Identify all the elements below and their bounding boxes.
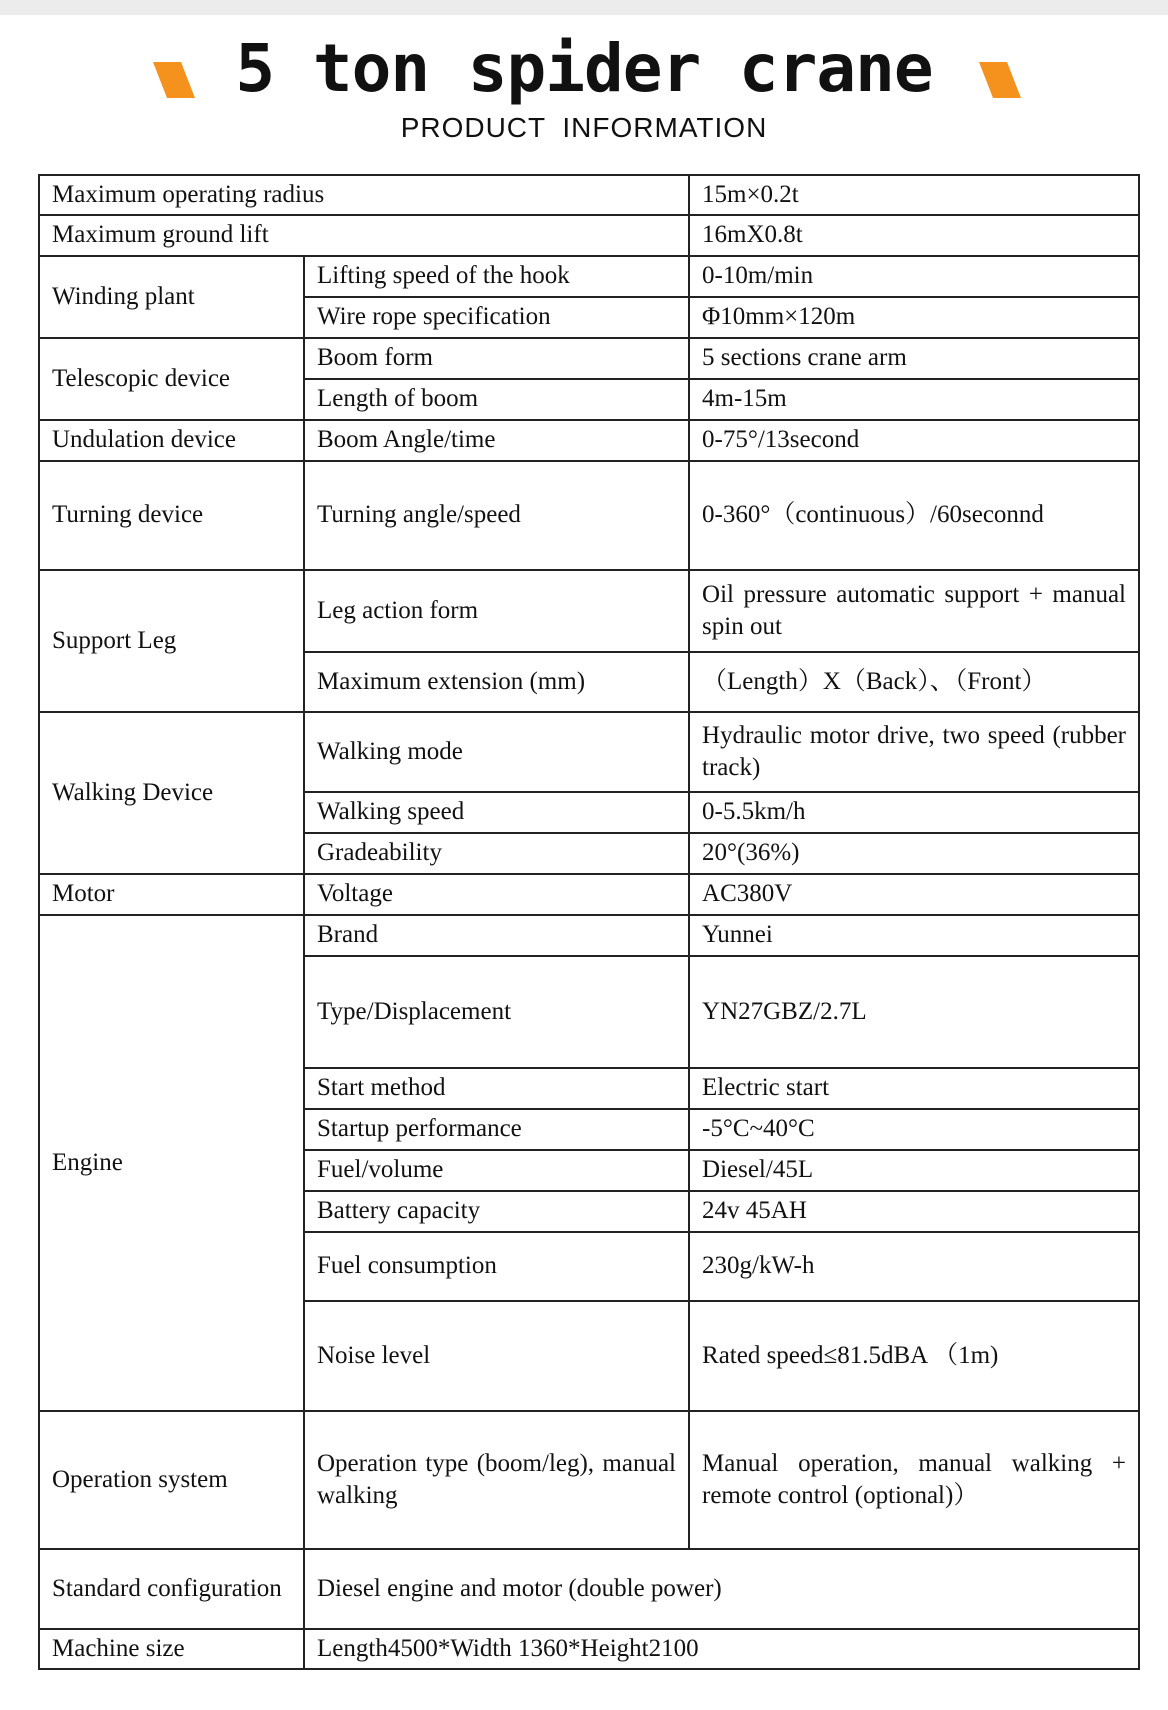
spec-category: Machine size: [39, 1629, 304, 1669]
spec-label: Start method: [304, 1068, 689, 1109]
spec-category: Undulation device: [39, 420, 304, 461]
spec-label: Battery capacity: [304, 1191, 689, 1232]
table-row: [39, 461, 1139, 570]
spec-value: Length4500*Width 1360*Height2100: [304, 1629, 1139, 1669]
spec-label: Maximum operating radius: [39, 175, 689, 215]
spec-table: [38, 174, 1140, 1670]
page-subtitle: PRODUCT INFORMATION: [400, 112, 768, 143]
spec-value: Hydraulic motor drive, two speed (rubber track): [689, 712, 1139, 792]
table-row: [39, 215, 1139, 256]
table-row: [39, 338, 1139, 379]
spec-label: Turning angle/speed: [304, 461, 689, 570]
table-row: [39, 420, 1139, 461]
spec-value: 0-360°（continuous）/60seconnd: [689, 461, 1139, 570]
spec-value: 0-10m/min: [689, 256, 1139, 297]
spec-label: Gradeability: [304, 833, 689, 874]
spec-value: AC380V: [689, 874, 1139, 915]
spec-category: Engine: [39, 915, 304, 1411]
table-row: [39, 1411, 1139, 1549]
spec-value: 230g/kW-h: [689, 1232, 1139, 1301]
spec-category: Support Leg: [39, 570, 304, 712]
spec-category: Walking Device: [39, 712, 304, 874]
header: [0, 30, 1168, 160]
spec-category: Operation system: [39, 1411, 304, 1549]
spec-label: Length of boom: [304, 379, 689, 420]
spec-value: 4m-15m: [689, 379, 1139, 420]
spec-label: Leg action form: [304, 570, 689, 652]
spec-label: Lifting speed of the hook: [304, 256, 689, 297]
spec-value: Rated speed≤81.5dBA （1m): [689, 1301, 1139, 1411]
spec-value: Diesel engine and motor (double power): [304, 1549, 1139, 1629]
spec-label: Voltage: [304, 874, 689, 915]
spec-label: Maximum ground lift: [39, 215, 689, 256]
spec-label: Fuel consumption: [304, 1232, 689, 1301]
spec-value: 16mX0.8t: [689, 215, 1139, 256]
spec-value: Manual operation, manual walking + remote control (optional)）: [689, 1411, 1139, 1549]
spec-label: Wire rope specification: [304, 297, 689, 338]
table-row: [39, 175, 1139, 215]
spec-value: （Length）X（Back）、（Front）: [689, 652, 1139, 712]
spec-label: Noise level: [304, 1301, 689, 1411]
spec-value: Yunnei: [689, 915, 1139, 956]
spec-category: Telescopic device: [39, 338, 304, 420]
spec-value: 0-75°/13second: [689, 420, 1139, 461]
spec-category: Turning device: [39, 461, 304, 570]
spec-label: Maximum extension (mm): [304, 652, 689, 712]
spec-value: Electric start: [689, 1068, 1139, 1109]
page-title: 5 ton spider crane: [235, 30, 933, 107]
spec-value: 5 sections crane arm: [689, 338, 1139, 379]
spec-label: Brand: [304, 915, 689, 956]
spec-value: 0-5.5km/h: [689, 792, 1139, 833]
spec-value: 20°(36%): [689, 833, 1139, 874]
spec-label: Boom form: [304, 338, 689, 379]
table-row: [39, 256, 1139, 297]
orange-parallelogram-icon: [979, 62, 1021, 98]
table-row: [39, 874, 1139, 915]
spec-label: Fuel/volume: [304, 1150, 689, 1191]
spec-label: Walking speed: [304, 792, 689, 833]
spec-category: Motor: [39, 874, 304, 915]
spec-value: 24v 45AH: [689, 1191, 1139, 1232]
table-row: [39, 1629, 1139, 1669]
spec-label: Operation type (boom/leg), manual walking: [304, 1411, 689, 1549]
table-row: [39, 1549, 1139, 1629]
spec-value: -5°C~40°C: [689, 1109, 1139, 1150]
top-bar: [0, 0, 1168, 15]
spec-label: Walking mode: [304, 712, 689, 792]
table-row: [39, 915, 1139, 956]
table-row: [39, 712, 1139, 792]
spec-value: 15m×0.2t: [689, 175, 1139, 215]
table-row: [39, 570, 1139, 652]
spec-value: Oil pressure automatic support + manual spin out: [689, 570, 1139, 652]
spec-value: Φ10mm×120m: [689, 297, 1139, 338]
spec-label: Type/Displacement: [304, 956, 689, 1068]
spec-value: Diesel/45L: [689, 1150, 1139, 1191]
spec-value: YN27GBZ/2.7L: [689, 956, 1139, 1068]
spec-label: Boom Angle/time: [304, 420, 689, 461]
spec-category: Winding plant: [39, 256, 304, 338]
spec-category: Standard configuration: [39, 1549, 304, 1629]
spec-label: Startup performance: [304, 1109, 689, 1150]
